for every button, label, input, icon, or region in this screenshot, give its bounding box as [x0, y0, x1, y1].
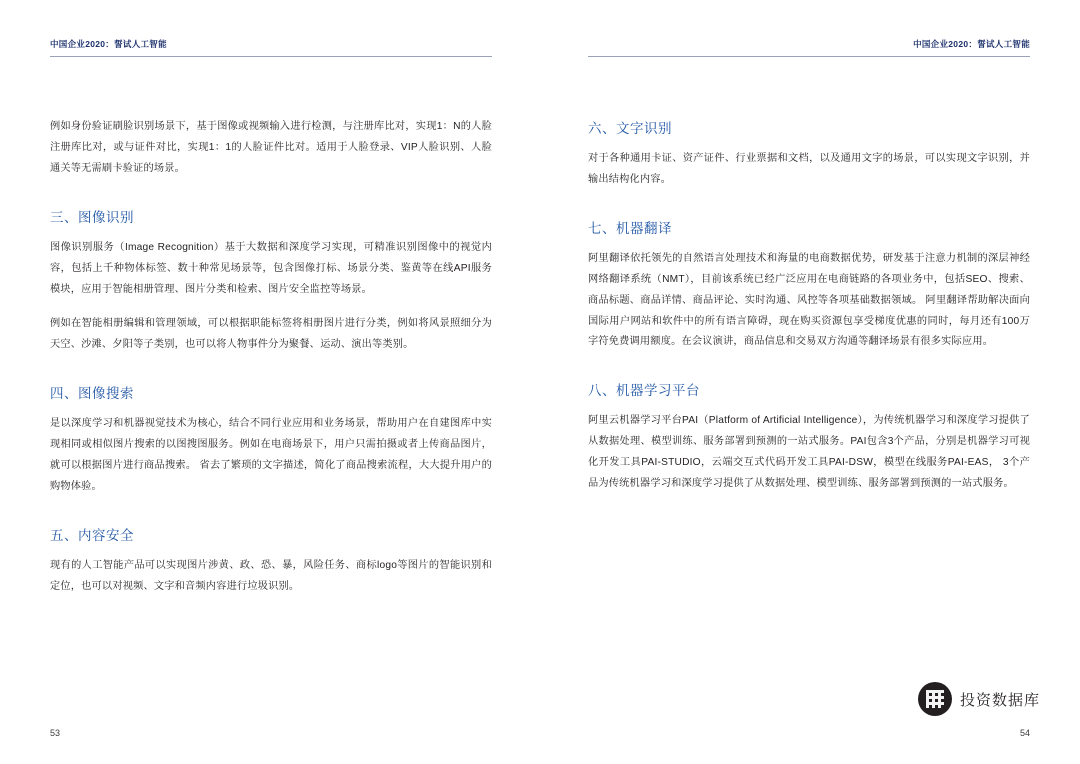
- paragraph: 现有的人工智能产品可以实现图片涉黄、政、恐、暴，风险任务、商标logo等图片的智能识别和定位，也可以对视频、文字和音频内容进行垃圾识别。: [50, 559, 492, 592]
- paragraph: 对于各种通用卡证、资产证件、行业票据和文档，以及通用文字的场景，可以实现文字识别，并输出结构化内容。: [588, 153, 1030, 185]
- section-heading-content-security: 五、内容安全: [50, 527, 134, 543]
- wechat-qr-badge: [918, 682, 1040, 716]
- running-head-right: 中国企业2020：誓试人工智能: [913, 39, 1030, 49]
- paragraph: 例如身份验证刷脸识别场景下，基于图像或视频输入进行检测，与注册库比对，实现1：N的人脸注册库比对，或与证件对比，实现1：1的人脸证件比对。适用于人脸登录、VIP人脸识别、人脸通关等无需刷卡验证的场景。: [50, 121, 492, 174]
- page-number-left: 53: [50, 728, 61, 738]
- right-page: [540, 0, 1080, 764]
- section-heading-image-recognition: 三、图像识别: [50, 209, 134, 225]
- running-head-left: 中国企业2020：誓试人工智能: [50, 39, 167, 49]
- page-number-right: 54: [1019, 728, 1030, 738]
- section-heading-ml-platform: 八、机器学习平台: [588, 383, 700, 399]
- paragraph: 例如在智能相册编辑和管理领域，可以根据职能标签将相册图片进行分类，例如将风景照细分为天空、沙滩、夕阳等子类别，也可以将人物事件分为聚餐、运动、演出等类别。: [50, 318, 492, 351]
- paragraph: 是以深度学习和机器视觉技术为核心，结合不同行业应用和业务场景，帮助用户在自建图库中实现相同或相似图片搜索的以图搜图服务。例如在电商场景下，用户只需拍摄或者上传商品图片，就可以根据图片进行商品搜索。 省去了繁琐的文字描述，简化了商品搜索流程，大大提升用户的购物体验。: [50, 418, 492, 492]
- right-body-column: [588, 117, 1030, 495]
- header-rule-right: [588, 56, 1030, 57]
- paragraph: 阿里翻译依托领先的自然语言处理技术和海量的电商数据优势，研发基于注意力机制的深层神经网络翻译系统（NMT），目前该系统已经广泛应用在电商链路的各项业务中，包括SEO、搜索、商品标题、商品详情、商品评论、实时沟通、风控等各项基础数据领域。 阿里翻译帮助解决面向国际用户网站和软件中的所有语言障碍，现在购买资源包享受梯度优惠的同时，每月还有100万字符免费调用额度。在会议演讲，商品信息和交易双方沟通等翻译场景有很多实际应用。: [588, 252, 1030, 348]
- section-heading-machine-translation: 七、机器翻译: [588, 220, 672, 236]
- qr-badge-label: 投资数据库: [959, 691, 1040, 709]
- section-heading-image-search: 四、图像搜索: [50, 386, 134, 402]
- header-rule-left: [50, 56, 492, 57]
- section-heading-ocr: 六、文字识别: [588, 121, 672, 136]
- left-body-column: [50, 117, 492, 598]
- paragraph: 图像识别服务（Image Recognition）基于大数据和深度学习实现，可精准识别图像中的视觉内容，包括上千种物体标签、数十种常见场景等，包含图像打标、场景分类、鉴黄等在线API服务模块，应用于智能相册管理、图片分类和检索、图片安全监控等场景。: [50, 241, 492, 295]
- qr-code-icon: [918, 682, 952, 716]
- paragraph: 阿里云机器学习平台PAI（Platform of Artificial Intelligence），为传统机器学习和深度学习提供了从数据处理、模型训练、服务部署到预测的一站式服务。PAI包含3个产品，分别是机器学习可视化开发工具PAI-STUDIO，云端交互式代码开发工具PAI-DSW，模型在线服务PAI-EAS， 3个产品为传统机器学习和深度学习提供了从数据处理、模型训练、服务部署到预测的一站式服务。: [588, 415, 1030, 490]
